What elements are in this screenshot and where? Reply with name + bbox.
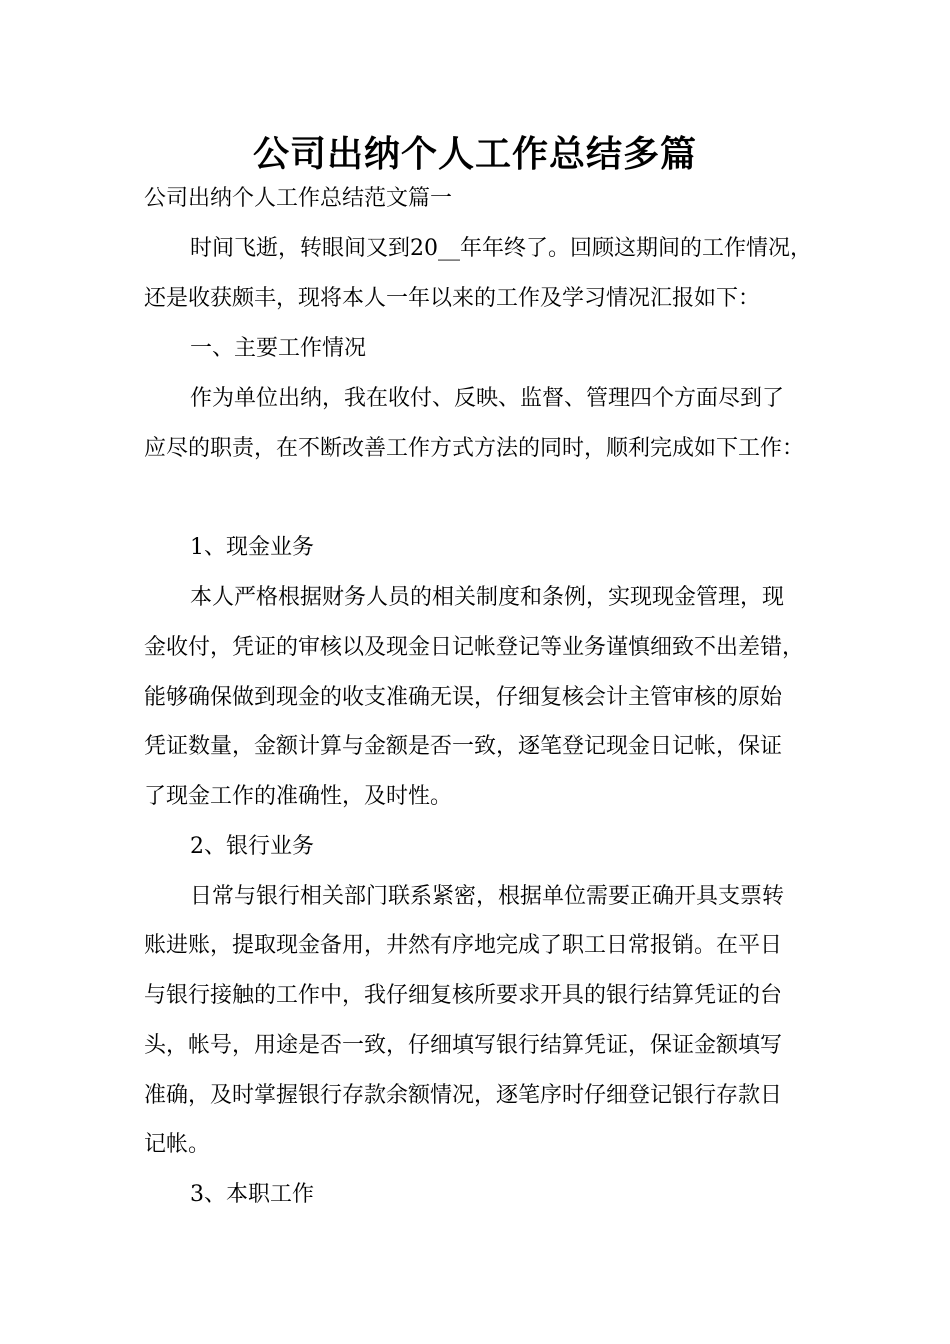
paragraph-line: 准确，及时掌握银行存款余额情况，逐笔序时仔细登记银行存款日 bbox=[144, 1083, 783, 1108]
paragraph-line: 头，帐号，用途是否一致，仔细填写银行结算凭证，保证金额填写 bbox=[144, 1033, 783, 1058]
paragraph-line: 账进账，提取现金备用，井然有序地完成了职工日常报销。在平日 bbox=[144, 933, 783, 958]
paragraph-line: 本人严格根据财务人员的相关制度和条例，实现现金管理，现 bbox=[190, 585, 785, 610]
paragraph-line: 与银行接触的工作中，我仔细复核所要求开具的银行结算凭证的台 bbox=[144, 983, 783, 1008]
paragraph-line: 日常与银行相关部门联系紧密，根据单位需要正确开具支票转 bbox=[190, 884, 785, 909]
paragraph-line: 应尽的职责，在不断改善工作方式方法的同时，顺利完成如下工作： bbox=[144, 436, 805, 461]
section-subtitle: 公司出纳个人工作总结范文篇一 bbox=[144, 186, 453, 211]
paragraph-line: 了现金工作的准确性，及时性。 bbox=[144, 784, 453, 809]
subsection-heading: 2、银行业务 bbox=[190, 834, 314, 859]
document-title: 公司出纳个人工作总结多篇 bbox=[252, 133, 697, 175]
paragraph-line: 凭证数量，金额计算与金额是否一致，逐笔登记现金日记帐，保证 bbox=[144, 734, 783, 759]
section-heading: 一、主要工作情况 bbox=[190, 336, 367, 361]
paragraph-line: 能够确保做到现金的收支准确无误，仔细复核会计主管审核的原始 bbox=[144, 685, 783, 710]
paragraph-line: 还是收获颇丰，现将本人一年以来的工作及学习情况汇报如下： bbox=[144, 286, 761, 311]
paragraph-line: 记帐。 bbox=[144, 1132, 211, 1157]
subsection-heading: 3、本职工作 bbox=[190, 1182, 314, 1207]
paragraph-line: 金收付，凭证的审核以及现金日记帐登记等业务谨慎细致不出差错， bbox=[144, 635, 805, 660]
paragraph-line: 作为单位出纳，我在收付、反映、监督、管理四个方面尽到了 bbox=[190, 386, 785, 411]
paragraph-line: 时间飞逝，转眼间又到20__年年终了。回顾这期间的工作情况， bbox=[190, 236, 812, 261]
subsection-heading: 1、现金业务 bbox=[190, 535, 314, 560]
